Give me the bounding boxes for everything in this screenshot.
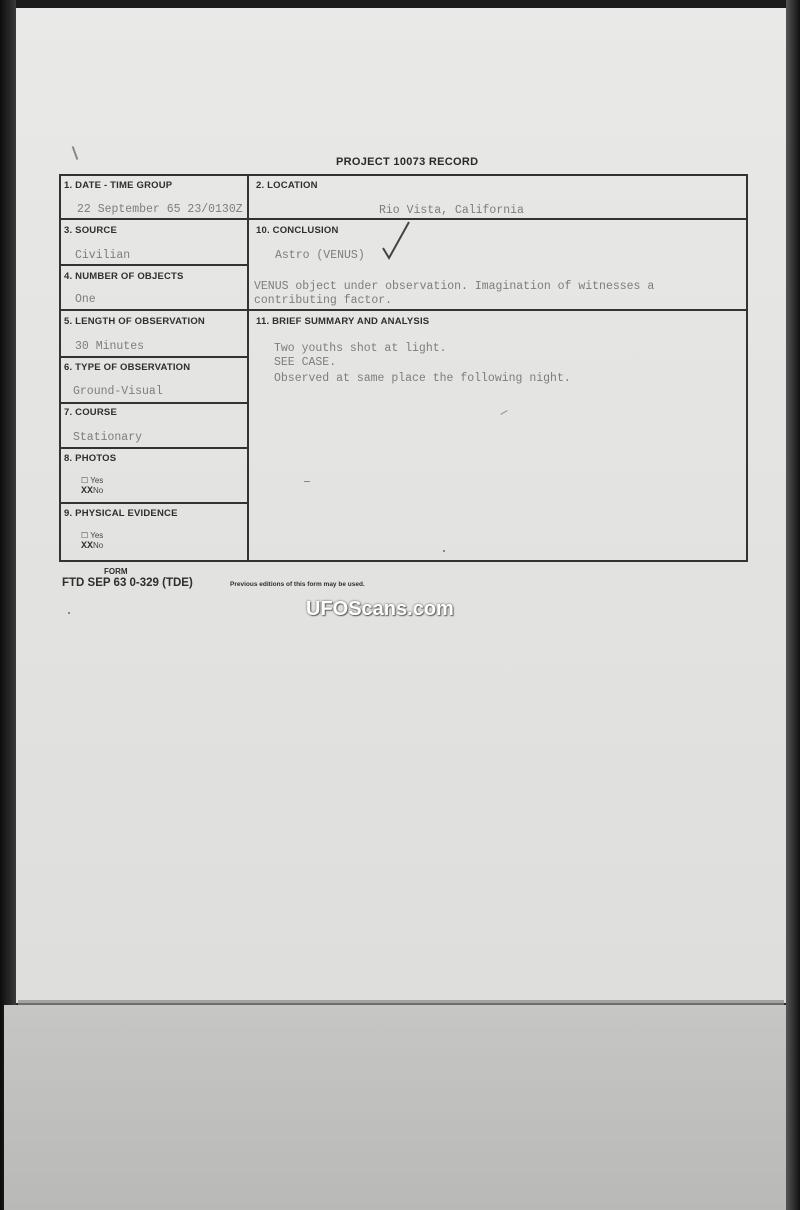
conclusion-note-line-2: contributing factor.: [254, 294, 393, 307]
date-time-group-label: 1. DATE - TIME GROUP: [64, 180, 173, 191]
photos-yes-option: ☐ Yes: [81, 476, 104, 485]
row-divider-4: [59, 356, 249, 358]
photos-no-label: No: [93, 486, 104, 495]
film-edge-right: [786, 0, 800, 1210]
photos-no-mark: XX: [81, 486, 94, 497]
watermark: UFOScans.com: [306, 598, 454, 620]
scan-speck: [443, 550, 445, 552]
physical-evidence-yes-label: Yes: [90, 531, 104, 540]
number-of-objects-label: 4. NUMBER OF OBJECTS: [64, 271, 184, 282]
physical-evidence-no-mark: XX: [81, 541, 94, 552]
form-code: FTD SEP 63 0-329 (TDE): [62, 577, 193, 589]
physical-evidence-label: 9. PHYSICAL EVIDENCE: [64, 508, 178, 519]
number-of-objects-value: One: [75, 293, 96, 306]
conclusion-label: 10. CONCLUSION: [256, 225, 339, 236]
location-label: 2. LOCATION: [256, 180, 318, 191]
source-label: 3. SOURCE: [64, 225, 118, 236]
row-divider-5: [59, 402, 249, 404]
row-divider-3: [59, 309, 748, 311]
photos-yes-label: Yes: [90, 476, 104, 485]
photos-label: 8. PHOTOS: [64, 453, 117, 464]
length-of-observation-value: 30 Minutes: [75, 340, 145, 353]
row-divider-6: [59, 447, 249, 449]
type-of-observation-label: 6. TYPE OF OBSERVATION: [64, 362, 191, 373]
photos-checkboxes: [81, 476, 103, 497]
type-of-observation-value: Ground-Visual: [73, 385, 163, 398]
physical-evidence-no-label: No: [93, 541, 104, 550]
physical-evidence-yes-option: ☐ Yes: [81, 531, 104, 540]
location-value: Rio Vista, California: [379, 204, 524, 217]
summary-line-2: SEE CASE.: [274, 356, 337, 369]
length-of-observation-label: 5. LENGTH OF OBSERVATION: [64, 316, 205, 327]
scan-speck: [68, 612, 70, 614]
checkmark-icon: [379, 218, 413, 262]
scanner-bed: [4, 1005, 786, 1210]
row-divider-7: [59, 502, 249, 504]
scan-speck: [304, 481, 310, 482]
row-divider-2: [59, 264, 249, 266]
physical-evidence-no-option: [81, 541, 103, 552]
film-edge-top: [0, 0, 800, 8]
date-time-group-value: 22 September 65 23/0130Z: [77, 203, 243, 216]
form-title: PROJECT 10073 RECORD: [336, 156, 479, 168]
photos-no-option: [81, 486, 103, 497]
record-form: [59, 174, 748, 562]
form-word: FORM: [104, 567, 128, 576]
edition-note: Previous editions of this form may be used.: [230, 581, 365, 588]
course-label: 7. COURSE: [64, 407, 118, 418]
conclusion-note-line-1: VENUS object under observation. Imagination of witnesses a: [254, 280, 655, 293]
summary-line-1: Two youths shot at light.: [274, 342, 447, 355]
conclusion-value: Astro (VENUS): [275, 249, 365, 262]
course-value: Stationary: [73, 431, 143, 444]
summary-line-3: Observed at same place the following night.: [274, 372, 571, 385]
source-value: Civilian: [75, 249, 131, 262]
summary-label: 11. BRIEF SUMMARY AND ANALYSIS: [256, 316, 430, 327]
physical-evidence-checkboxes: [81, 531, 103, 552]
